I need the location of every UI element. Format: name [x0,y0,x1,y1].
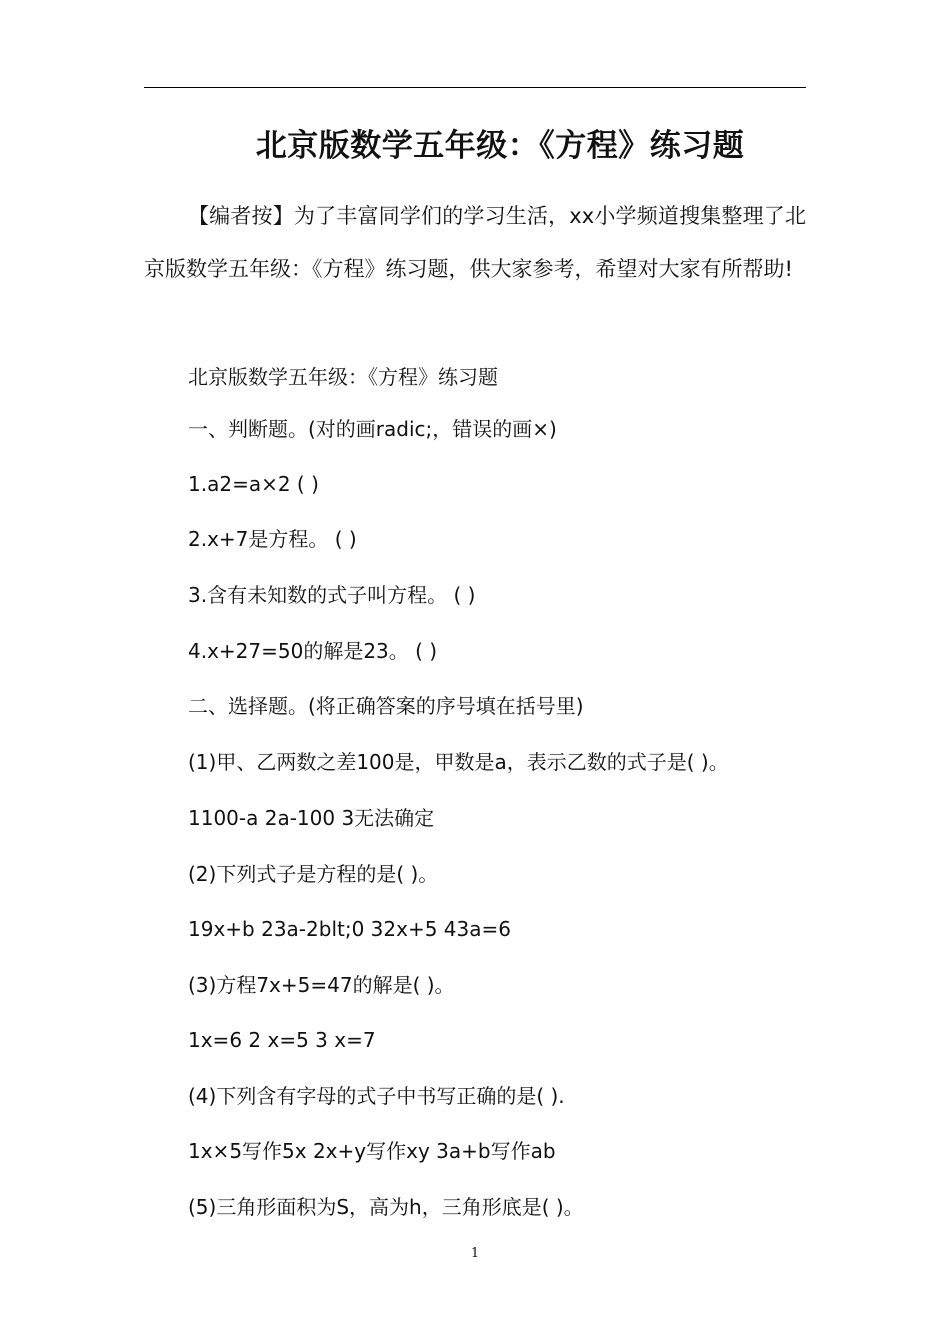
choice-question-3: (3)方程7x+5=47的解是( )。 [188,973,455,997]
choice-question-2: (2)下列式子是方程的是( )。 [188,862,439,886]
judgment-item-1: 1.a2=a×2 ( ) [188,472,319,496]
judgment-item-2: 2.x+7是方程。 ( ) [188,527,357,551]
header-rule [144,87,806,88]
choice-question-4: (4)下列含有字母的式子中书写正确的是( ). [188,1084,565,1108]
choice-options-4: 1x×5写作5x 2x+y写作xy 3a+b写作ab [188,1139,556,1163]
choice-question-1: (1)甲、乙两数之差100是，甲数是a，表示乙数的式子是( )。 [188,750,729,774]
choice-question-5: (5)三角形面积为S，高为h，三角形底是( )。 [188,1195,584,1219]
judgment-item-4: 4.x+27=50的解是23。 ( ) [188,639,438,663]
choice-section-heading: 二、选择题。(将正确答案的序号填在括号里) [188,694,584,718]
choice-options-2: 19x+b 23a-2blt;0 32x+5 43a=6 [188,917,511,941]
section-heading: 北京版数学五年级：《方程》练习题 [188,365,498,389]
judgment-section-heading: 一、判断题。(对的画radic;，错误的画×) [188,417,557,441]
choice-options-3: 1x=6 2 x=5 3 x=7 [188,1028,376,1052]
page-number: 1 [470,1246,480,1261]
editor-note-paragraph: 【编者按】为了丰富同学们的学习生活，xx小学频道搜集整理了北京版数学五年级：《方程》练习题，供大家参考，希望对大家有所帮助! [144,204,806,281]
document-title: 北京版数学五年级：《方程》练习题 [255,128,745,164]
choice-options-1: 1100-a 2a-100 3无法确定 [188,806,435,830]
judgment-item-3: 3.含有未知数的式子叫方程。 ( ) [188,583,476,607]
